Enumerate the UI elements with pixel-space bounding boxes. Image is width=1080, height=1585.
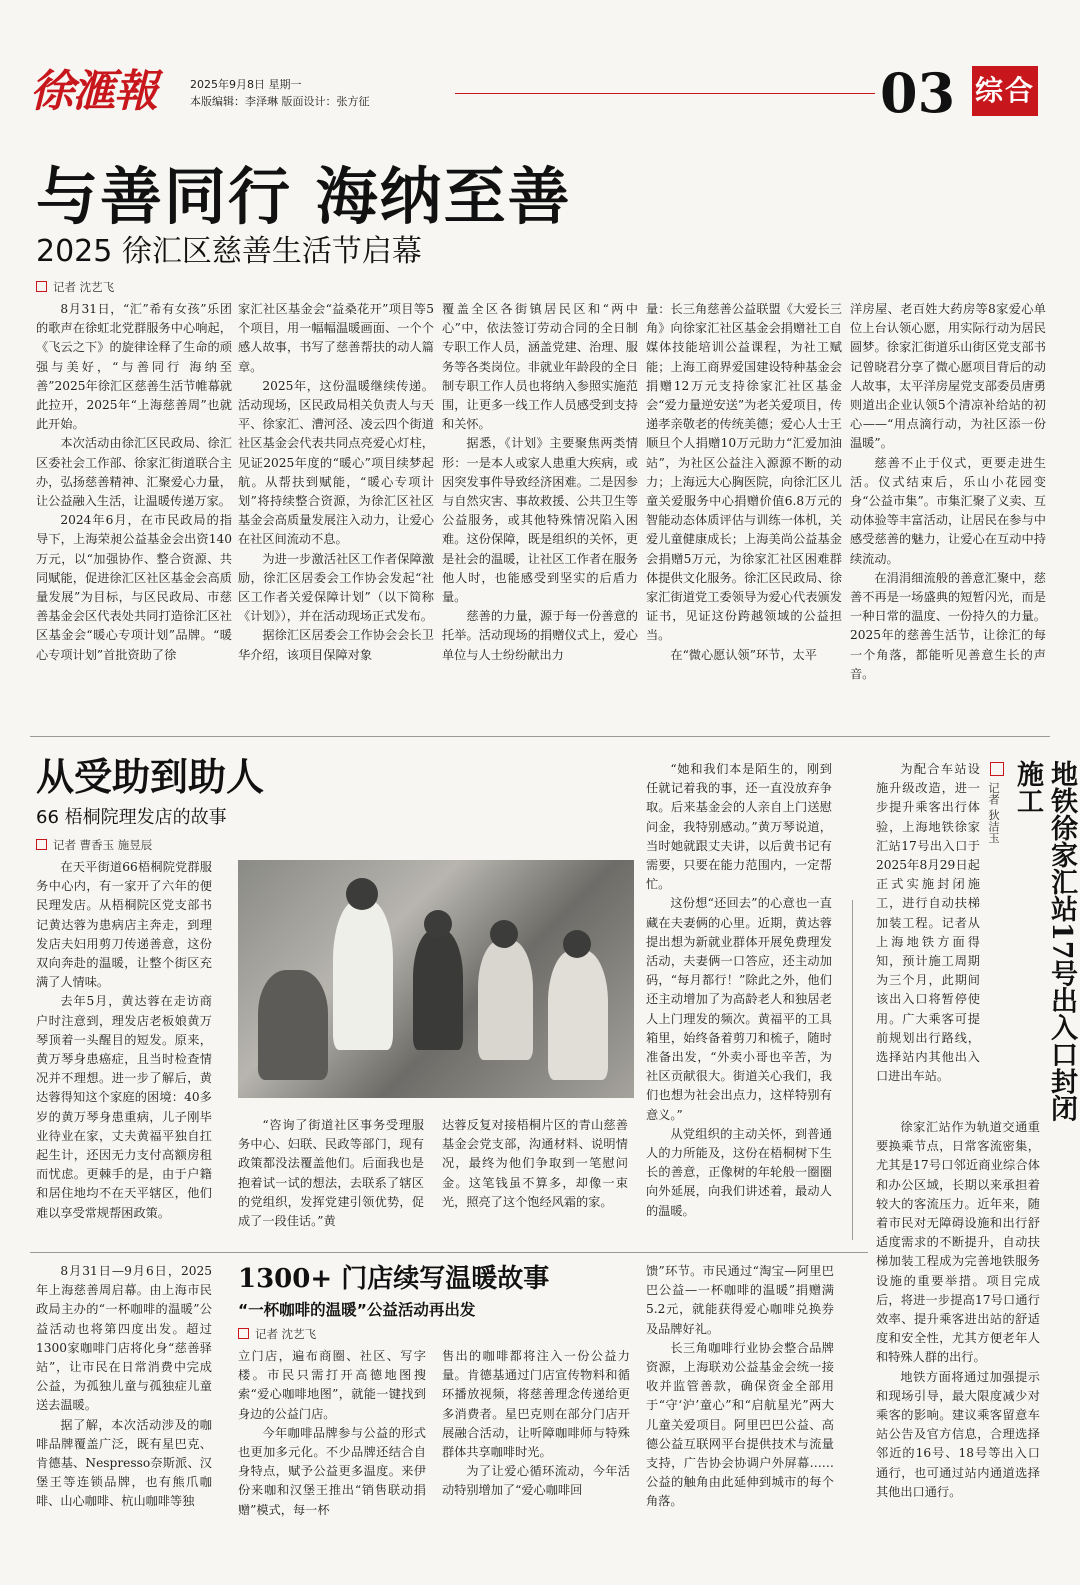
paragraph: 从党组织的主动关怀，到普通人的力所能及，这份在梧桐树下生长的善意，正像树的年轮般一圈圈向外延展，向我们讲述着，最动人的温暖。 xyxy=(646,1126,832,1218)
paragraph: “咨询了街道社区事务受理服务中心、妇联、民政等部门，现有政策都没法覆盖他们。后面我也是抱着试一试的想法，去联系了辖区的党组织，发挥党建引领优势，促成了一段佳话。”黄 xyxy=(238,1118,424,1229)
paragraph: 在“微心愿认领”环节，太平 xyxy=(670,647,817,662)
paragraph: 售出的咖啡都将注入一份公益力量。肯德基通过门店宣传物料和循环播放视频，将慈善理念传递给更多消费者。星巴克则在部分门店开展融合活动，让听障咖啡师与特殊群体共享咖啡时光。 xyxy=(442,1349,630,1460)
paragraph: 据悉，《计划》主要聚焦两类情形：一是本人或家人患重大疾病，或因突发事件导致经济困难。二是因参与自然灾害、事故救援、公共卫生等公益服务，或其他特殊情况陷入困难。这份保障，既是组织的关怀，更是社会的温暖，让社区工作者在服务他人时，也能感受到坚实的后盾力量。 xyxy=(442,436,638,605)
article1-column-5 xyxy=(850,300,1046,725)
masthead-logo: 徐滙報 xyxy=(30,66,156,117)
paragraph: 慈善的力量，源于每一份善意的托举。活动现场的捐赠仪式上，爱心单位与人士纷纷献出力 xyxy=(442,609,638,662)
article2-column-bottom-1 xyxy=(238,1116,424,1246)
article4-column-4 xyxy=(646,1262,834,1538)
article4-subtitle: “一杯咖啡的温暖”公益活动再出发 xyxy=(238,1301,476,1319)
article1-subtitle: 2025 徐汇区慈善生活节启幕 xyxy=(36,234,422,269)
section-label: 综合 xyxy=(972,66,1038,116)
article3-column-bottom xyxy=(876,1118,1040,1538)
byline-square-icon xyxy=(36,839,47,850)
byline-square-icon xyxy=(36,281,47,292)
article2-title: 从受助到助人 xyxy=(36,754,265,799)
article2-column-right xyxy=(646,760,832,1246)
masthead-rule xyxy=(455,93,875,94)
paragraph: 达蓉反复对接梧桐片区的青山慈善基金会党支部，沟通材料、说明情况，最终为他们争取到一笔慰问金。这笔钱虽不算多，却像一束光，照亮了这个饱经风霜的家。 xyxy=(442,1118,628,1209)
paragraph: 今年咖啡品牌参与公益的形式也更加多元化。不少品牌还结合自身特点，赋予公益更多温度。来伊份来咖和汉堡王推出“销售联动捐赠”模式，每一杯 xyxy=(238,1425,426,1517)
article2-column-left xyxy=(36,858,212,1238)
article2-column-bottom-2 xyxy=(442,1116,628,1246)
paragraph: 覆盖全区各街镇居民区和“两中心”中，依法签订劳动合同的全日制专职工作人员，涵盖党建、治理、服务等各类岗位。非就业年龄段的全日制专职工作人员也将纳入参照实施范围，让更多一线工作人员感受到支持和关怀。 xyxy=(442,302,638,432)
paragraph: 去年5月，黄达蓉在走访商户时注意到，理发店老板娘黄万琴顶着一头醒目的短发。原来，黄万琴身患癌症，且当时检查情况并不理想。进一步了解后，黄达蓉得知这个家庭的困境：40多岁的黄万琴身患重病，儿子刚毕业待业在家，丈夫黄福平独自扛起生计，还因无力支付高额房租而忧虑。更棘手的是，由于户籍和居住地均不在天平辖区，他们难以享受常规帮困政策。 xyxy=(36,994,212,1220)
paragraph: 慈善不止于仪式，更要走进生活。仪式结束后，乐山小花园变身“公益市集”。市集汇聚了义卖、互动体验等丰富活动，让居民在参与中感受慈善的魅力，让爱心在互动中持续流动。 xyxy=(850,455,1046,566)
column-divider xyxy=(852,900,853,1240)
paragraph: 长三角咖啡行业协会整合品牌资源，上海联劝公益基金会统一接收并监管善款，确保资金全部用于“守‘沪’童心”和“启航星光”两大儿童关爱项目。阿里巴巴公益、高德公益互联网平台提供技术与流量支持，广告协会协调户外屏幕……公益的触角由此延伸到城市的每个角落。 xyxy=(646,1340,834,1509)
paragraph: 2025年，这份温暖继续传递。活动现场，区民政局相关负责人与天平、徐家汇、漕河泾、凌云四个街道社区基金会代表共同点亮爱心灯柱，见证2025年度的“暖心”项目续梦起航。从帮扶到赋能，“暖心专项计划”将持续整合资源，为徐汇区社区基金会高质量发展注入动力，让爱心在社区间流动不息。 xyxy=(238,378,434,547)
article1-title: 与善同行 海纳至善 xyxy=(36,160,572,233)
section-divider xyxy=(30,736,1050,737)
issue-date: 2025年9月8日 星期一 xyxy=(190,78,302,91)
article1-byline xyxy=(36,279,114,295)
byline-square-icon xyxy=(238,1328,249,1339)
article4-column-2 xyxy=(238,1347,426,1539)
paragraph: 馈”环节。市民通过“淘宝—阿里巴巴公益—一杯咖啡的温暖”捐赠满5.2元，就能获得爱心咖啡兑换券及品牌好礼。 xyxy=(646,1264,834,1336)
article3-byline: 记者 狄洁玉 xyxy=(987,782,1001,844)
paragraph: 立门店，遍布商圈、社区、写字楼。市民只需打开高德地图搜索“爱心咖啡地图”，就能一键找到身边的公益门店。 xyxy=(238,1349,426,1421)
paragraph: 洋房屋、老百姓大药房等8家爱心单位上台认领心愿，用实际行动为居民圆梦。徐家汇街道乐山街区党支部书记曾晓君分享了微心愿项目背后的动人故事，太平洋房屋党支部委员唐勇则道出企业认领5个清凉补给站的初心——“用点滴行动，为社区添一份温暖”。 xyxy=(850,302,1046,451)
article4-column-3 xyxy=(442,1347,630,1539)
paragraph: 量：长三角慈善公益联盟《大爱长三角》向徐家汇社区基金会捐赠社工自媒体技能培训公益课程，为社工赋能；上海工商界爱国建设特种基金会捐赠12万元支持徐家汇社区基金会“爱力量逆安送”为老关爱项目，传递孝亲敬老的传统美德；爱心人士王顺旦个人捐赠10万元助力“汇爱加油站”，为社区公益注入源源不断的动力；上海远大心胸医院，向徐汇区儿童关爱服务中心捐赠价值6.8万元的智能动态体质评估与训练一体机，关爱儿童健康成长；上海美尚公益基金会捐赠5万元，为徐家汇社区困难群体提供文化服务。徐汇区民政局、徐家汇街道党工委领导为爱心代表颁发证书，见证这份跨越领域的公益担当。 xyxy=(646,302,842,643)
article1-column-2 xyxy=(238,300,434,725)
issue-meta xyxy=(190,76,370,110)
article1-column-1 xyxy=(36,300,232,725)
paragraph: 本次活动由徐汇区民政局、徐汇区委社会工作部、徐家汇街道联合主办，弘扬慈善精神、汇聚爱心力量，让公益融入生活，让温暖传递万家。 xyxy=(36,436,232,509)
byline-square-icon xyxy=(990,762,1004,776)
paragraph: “她和我们本是陌生的，刚到任就记着我的事，还一直没放弃争取。后来基金会的人亲自上门送慰问金，我特别感动。”黄万琴说道，当时她就跟丈夫讲，以后黄书记有需要，只要在能力范围内，一定帮忙。 xyxy=(646,762,832,892)
paragraph: 在涓涓细流般的善意汇聚中，慈善不再是一场盛典的短暂闪光，而是一种日常的温度、一份持久的力量。2025年的慈善生活节，让徐汇的每一个角落，都能听见善意生长的声音。 xyxy=(850,570,1046,681)
article4-column-left xyxy=(36,1262,212,1538)
paragraph: 为配合车站设施升级改造，进一步提升乘客出行体验，上海地铁徐家汇站17号出入口于2025年8月29日起正式实施封闭施工，进行自动扶梯加装工程。记者从上海地铁方面得知，预计施工周期为三个月，此期间该出入口将暂停使用。广大乘客可提前规划出行路线，选择站内其他出入口进出车站。 xyxy=(876,762,980,1084)
paragraph: 为进一步激活社区工作者保障激励，徐汇区居委会工作协会发起“社区工作者关爱保障计划”（以下简称《计划》），并在活动现场正式发布。 xyxy=(238,551,434,624)
paragraph: 徐家汇站作为轨道交通重要换乘节点，日常客流密集，尤其是17号口邻近商业综合体和办公区域，长期以来承担着较大的客流压力。近年来，随着市民对无障碍设施和出行舒适度需求的不断提升，自动扶梯加装工程成为完善地铁服务设施的重要举措。项目完成后，将进一步提高17号口通行效率、提升乘客进出站的舒适度和安全性，尤其方便老年人和特殊人群的出行。 xyxy=(876,1120,1040,1365)
byline-text: 记者 沈艺飞 xyxy=(255,1327,317,1341)
paragraph: 为了让爱心循环流动，今年活动特别增加了“爱心咖啡回 xyxy=(442,1464,630,1498)
editor-credits: 本版编辑：李泽琳 版面设计：张方征 xyxy=(190,95,370,108)
article3-column-top xyxy=(876,760,980,1116)
article1-column-3 xyxy=(442,300,638,725)
article3-title: 地铁徐家汇站17号出入口封闭施工 xyxy=(1012,760,1077,1122)
paragraph: 在天平街道66梧桐院党群服务中心内，有一家开了六年的便民理发店。从梧桐院区党支部书记黄达蓉为患病店主奔走，到理发店夫妇用剪刀传递善意，这份双向奔赴的温暖，让整个街区充满了人情味。 xyxy=(36,860,212,990)
paragraph: 这份想“还回去”的心意也一直藏在夫妻俩的心里。近期，黄达蓉提出想为新就业群体开展免费理发活动，夫妻俩一口答应，还主动加码，“每月都行！”除此之外，他们还主动增加了为高龄老人和独居老人上门理发的频次。黄福平的工具箱里，始终备着剪刀和梳子，随时准备出发，“外卖小哥也辛苦，为社区贡献很大。街道关心我们，我们也想为社会出点力，这样特别有意义。” xyxy=(646,896,832,1122)
paragraph: 8月31日，“汇”希有女孩”乐团的歌声在徐虹北党群服务中心响起，《飞云之下》的旋律诠释了生命的顽强与美好，“与善同行 海纳至善”2025年徐汇区慈善生活节帷幕就此拉开，2025年“上海慈善周”也就此开始。 xyxy=(36,302,232,432)
paragraph: 8月31日—9月6日，2025年上海慈善周启幕。由上海市民政局主办的“一杯咖啡的温暖”公益活动也将第四度出发。超过1300家咖啡门店将化身“慈善驿站”，让市民在日常消费中完成公益，为孤独儿童与孤独症儿童送去温暖。 xyxy=(36,1264,212,1413)
byline-text: 记者 沈艺飞 xyxy=(53,280,115,294)
paragraph: 2024年6月，在市民政局的指导下，上海荣昶公益基金会出资140万元，以“加强协作、整合资源、共同赋能，促进徐汇区社区基金会高质量发展”为目标，与区民政局、市慈善基金会区代表处共同打造徐汇区社区基金会“暖心专项计划”品牌。“暖心专项计划”首批资助了徐 xyxy=(36,513,232,662)
page-number: 03 xyxy=(880,61,956,125)
paragraph: 地铁方面将通过加强提示和现场引导，最大限度减少对乘客的影响。建议乘客留意车站公告及官方信息，合理选择邻近的16号、18号等出入口通行，也可通过站内通道选择其他出口通行。 xyxy=(876,1369,1040,1499)
article1-column-4 xyxy=(646,300,842,725)
article4-title: 1300+ 门店续写温暖故事 xyxy=(238,1264,550,1294)
article4-byline xyxy=(238,1326,316,1342)
byline-text: 记者 曹香玉 施昱辰 xyxy=(53,838,153,852)
paragraph: 家汇社区基金会“益桑花开”项目等5个项目，用一幅幅温暖画面、一个个感人故事，书写了慈善帮扶的动人篇章。 xyxy=(238,302,434,374)
paragraph: 据徐汇区居委会工作协会会长卫华介绍，该项目保障对象 xyxy=(238,628,434,662)
article2-subtitle: 66 梧桐院理发店的故事 xyxy=(36,807,227,828)
paragraph: 据了解，本次活动涉及的咖啡品牌覆盖广泛，既有星巴克、肯德基、Nespresso奈斯派、汉堡王等连锁品牌，也有熊爪咖啡、山心咖啡、杭山咖啡等独 xyxy=(36,1417,212,1509)
section-divider xyxy=(30,1252,868,1253)
barbershop-photo xyxy=(238,860,634,1098)
article2-byline xyxy=(36,837,152,853)
